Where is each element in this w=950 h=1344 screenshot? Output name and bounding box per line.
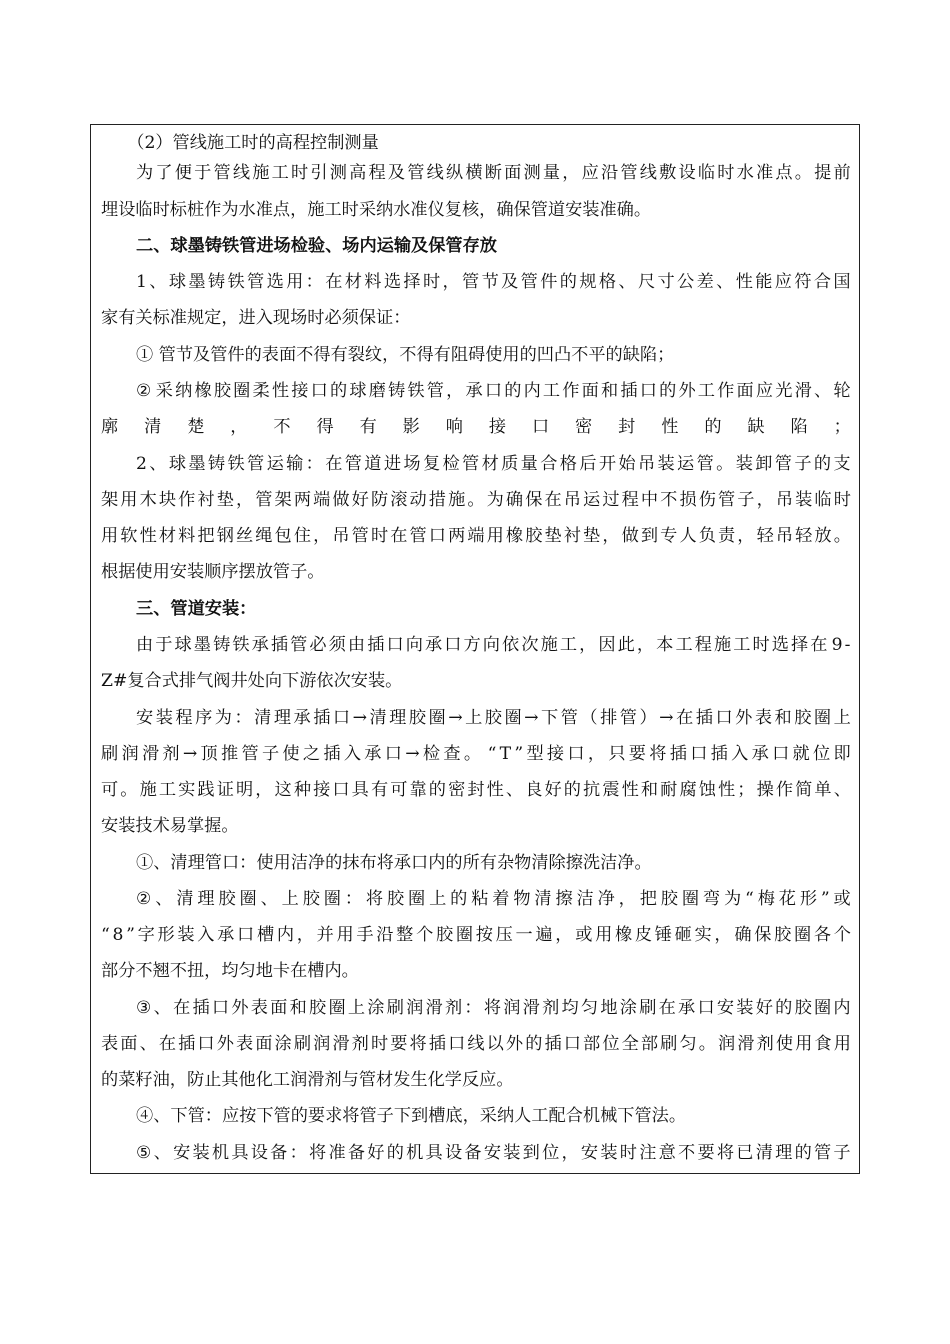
paragraph-line: 2 、 球 墨 铸 铁 管 运 输 ： 在 管 道 进 场 复 检 管 材 质 量 合 格 后 开 始 吊 装 运 管 。 装 卸 管 子 的 支 xyxy=(136,454,851,474)
paragraph-line: 刷 润 滑 剂 → 顶 推 管 子 使 之 插 入 承 口 → 检 查 。 “ T ” 型 接 口 ， 只 要 将 插 口 插 入 承 口 就 位 即 xyxy=(101,744,851,764)
section-heading: 二、球墨铸铁管进场检验、场内运输及保管存放 xyxy=(136,236,497,256)
paragraph-line: 由 于 球 墨 铸 铁 承 插 管 必 须 由 插 口 向 承 口 方 向 依 次 施 工 ， 因 此 ， 本 工 程 施 工 时 选 择 在 9 - xyxy=(136,635,851,655)
paragraph-line: 表 面 、 在 插 口 外 表 面 涂 刷 润 滑 剂 时 要 将 插 口 线 以 外 的 插 口 部 位 全 部 刷 匀 。 润 滑 剂 使 用 食 用 xyxy=(101,1034,851,1054)
paragraph-line: 1 、 球 墨 铸 铁 管 选 用 ： 在 材 料 选 择 时 ， 管 节 及 管 件 的 规 格 、 尺 寸 公 差 、 性 能 应 符 合 国 xyxy=(136,272,851,292)
paragraph-line: 的菜籽油，防止其他化工润滑剂与管材发生化学反应。 xyxy=(101,1070,514,1090)
paragraph-line: （2）管线施工时的高程控制测量 xyxy=(127,133,379,153)
paragraph-line: 安 装 程 序 为 ： 清 理 承 插 口 → 清 理 胶 圈 → 上 胶 圈 → 下 管 （ 排 管 ） → 在 插 口 外 表 和 胶 圈 上 xyxy=(136,708,851,728)
paragraph-line: ①、清理管口：使用洁净的抹布将承口内的所有杂物清除擦洗洁净。 xyxy=(136,853,652,873)
paragraph-line: 为 了 便 于 管 线 施 工 时 引 测 高 程 及 管 线 纵 横 断 面 测 量 ， 应 沿 管 线 敷 设 临 时 水 准 点 。 提 前 xyxy=(136,163,851,183)
paragraph-line: Z#复合式排气阀井处向下游依次安装。 xyxy=(101,671,403,691)
paragraph-line: 根据使用安装顺序摆放管子。 xyxy=(101,562,325,582)
paragraph-line: 廓 清 楚 ， 不 得 有 影 响 接 口 密 封 性 的 缺 陷 ； xyxy=(101,417,851,437)
paragraph-line: 用 软 性 材 料 把 钢 丝 绳 包 住 ， 吊 管 时 在 管 口 两 端 用 橡 胶 垫 衬 垫 ， 做 到 专 人 负 责 ， 轻 吊 轻 放 。 xyxy=(101,526,851,546)
paragraph-line: 架 用 木 块 作 衬 垫 ， 管 架 两 端 做 好 防 滚 动 措 施 。 为 确 保 在 吊 运 过 程 中 不 损 伤 管 子 ， 吊 装 临 时 xyxy=(101,490,851,510)
paragraph-line: ② 采 纳 橡 胶 圈 柔 性 接 口 的 球 磨 铸 铁 管 ， 承 口 的 内 工 作 面 和 插 口 的 外 工 作 面 应 光 滑 、 轮 xyxy=(136,381,851,401)
section-heading: 三、管道安装： xyxy=(136,599,257,619)
paragraph-line: ① 管节及管件的表面不得有裂纹，不得有阻碍使用的凹凸不平的缺陷； xyxy=(136,345,675,365)
paragraph-line: “ 8 ” 字 形 装 入 承 口 槽 内 ， 并 用 手 沿 整 个 胶 圈 按 压 一 遍 ， 或 用 橡 皮 锤 砸 实 ， 确 保 胶 圈 各 个 xyxy=(101,925,851,945)
paragraph-line: ③ 、 在 插 口 外 表 面 和 胶 圈 上 涂 刷 润 滑 剂 ： 将 润 滑 剂 均 匀 地 涂 刷 在 承 口 安 装 好 的 胶 圈 内 xyxy=(136,998,851,1018)
paragraph-line: ⑤ 、 安 装 机 具 设 备 ： 将 准 备 好 的 机 具 设 备 安 装 到 位 ， 安 装 时 注 意 不 要 将 已 清 理 的 管 子 xyxy=(136,1143,851,1163)
paragraph-line: 部分不翘不扭，均匀地卡在槽内。 xyxy=(101,961,359,981)
paragraph-line: 家有关标准规定，进入现场时必须保证： xyxy=(101,308,411,328)
paragraph-line: 埋设临时标桩作为水准点，施工时采纳水准仪复核，确保管道安装准确。 xyxy=(101,200,652,220)
paragraph-line: ② 、 清 理 胶 圈 、 上 胶 圈 ： 将 胶 圈 上 的 粘 着 物 清 擦 洁 净 ， 把 胶 圈 弯 为 “ 梅 花 形 ” 或 xyxy=(136,889,851,909)
paragraph-line: ④、下管：应按下管的要求将管子下到槽底，采纳人工配合机械下管法。 xyxy=(136,1106,687,1126)
paragraph-line: 安装技术易掌握。 xyxy=(101,816,239,836)
document-table-cell xyxy=(90,124,860,1174)
paragraph-line: 可 。 施 工 实 践 证 明 ， 这 种 接 口 具 有 可 靠 的 密 封 性 、 良 好 的 抗 震 性 和 耐 腐 蚀 性 ； 操 作 简 单 、 xyxy=(101,780,851,800)
